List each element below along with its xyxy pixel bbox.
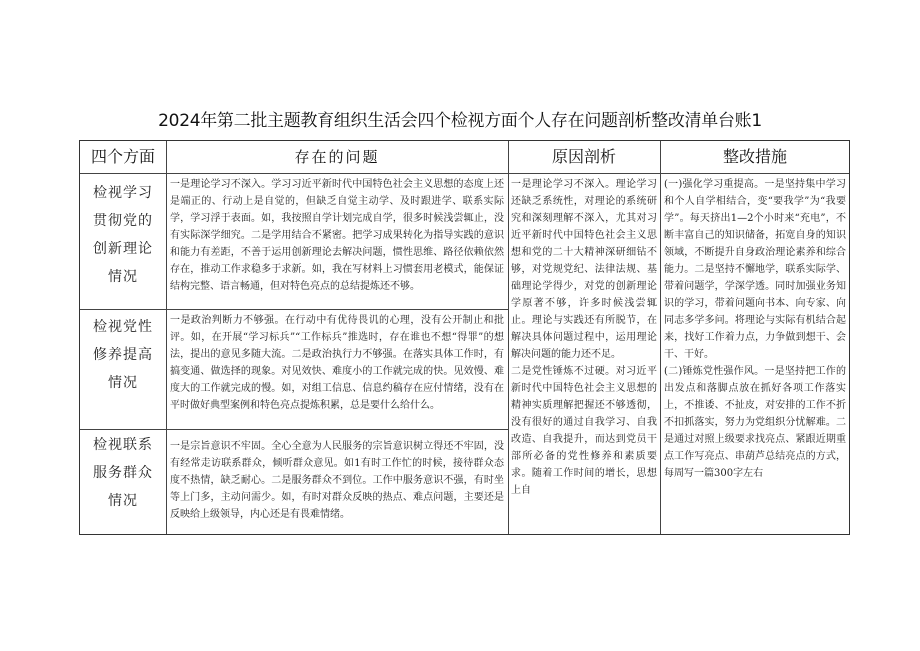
rectification-table — [79, 140, 850, 535]
problems-theory: 一是理论学习不深入。学习习近平新时代中国特色社会主义思想的态度上还是端正的、行动上是自觉的，但缺乏自觉主动学、及时跟进学、联系实际学，学习浮于表面。如，我按照自学计划完成自学，很多时候浅尝辄止，没有实际深学细究。二是学用结合不紧密。把学习成果转化为指导实践的意识和能力有差距，不善于运用创新理论去解决问题，惯性思维、路径依赖依然存在，推动工作求稳多于求新。如，我在写材料上习惯套用老模式，能保证结构完整、语言畅通，但对特色亮点的总结提炼还不够。 — [170, 179, 504, 292]
rectification-measures: (一)强化学习重提高。一是坚持集中学习和个人自学相结合，变“要我学”为“我要学”。每天挤出1—2个小时来“充电”，不断丰富自己的知识储备，拓宽自身的知识领域，不断提升自身政治理论素养和综合能力。二是坚持不懈地学，联系实际学、带着问题学，学深学透。同时加强业务知识的学习，带着问题向书本、向专家、向同志多学多问。将理论与实际有机结合起来，找好工作着力点，力争做到想干、会干、干好。 (二)锤炼党性强作风。一是坚持把工作的出发点和落脚点放在抓好各项工作落实上，不推诿、不扯皮，对安排的工作不折不扣抓落实，努力为党组织分忧解难。二是通过对照上级要求找亮点、紧跟近期重点工作写亮点、串葫芦总结亮点的方式，每周写一篇300字左右 — [664, 179, 846, 479]
problems-party-spirit: 一是政治判断力不够强。在行动中有优待畏讥的心理，没有公开制止和批评。如，在开展“学习标兵”“工作标兵”推选时，存在谁也不想“得罪”的想法，提出的意见多随大流。二是政治执行力不够强。在落实具体工作时，有搞变通、做选择的现象。对见效快、难度小的工作就完成的快。见效慢、难度大的工作就完成的慢。如，对组工信息、信息约稿存在应付情绪，没有在平时做好典型案例和特色亮点提炼积累，总是要什么给什么。 — [170, 315, 504, 411]
row-divider — [80, 309, 508, 310]
aspect-party-spirit: 检视党性修养提高情况 — [93, 319, 153, 391]
column-divider — [660, 141, 661, 534]
header-causes: 原因剖析 — [551, 147, 616, 166]
problems-serve-masses: 一是宗旨意识不牢固。全心全意为人民服务的宗旨意识树立得还不牢固，没有经常走访联系群众，倾听群众意见。如1有时工作忙的时候，接待群众态度不热情，缺乏耐心。二是服务群众不到位。工作中服务意识不强，有时坐等上门多，主动问需少。如，有时对群众反映的热点、难点问题，主要还是反映给上级领导，内心还是有畏难情绪。 — [170, 441, 504, 520]
column-divider — [508, 141, 509, 534]
row-divider — [80, 429, 508, 430]
column-divider — [166, 141, 167, 534]
header-problems: 存在的问题 — [294, 148, 380, 166]
aspect-serve-masses: 检视联系服务群众情况 — [93, 437, 153, 509]
page-title: 2024年第二批主题教育组织生活会四个检视方面个人存在问题剖析整改清单台账1 — [158, 111, 762, 131]
header-divider — [80, 173, 849, 174]
header-aspect: 四个方面 — [90, 147, 155, 166]
causes-analysis: 一是理论学习不深入。理论学习还缺乏系统性，对理论的系统研究和深刻理解不深入，尤其对习近平新时代中国特色社会主义思想和党的二十大精神深研细钻不够，对党规党纪、法律法规、基础理论学得少，对党的创新理论学原著不够，许多时候浅尝辄止。理论与实践还有所脱节，在解决具体问题过程中，运用理论解决问题的能力还不足。 二是党性锤炼不过硬。对习近平新时代中国特色社会主义思想的精神实质理解把握还不够透彻，没有很好的通过自我学习、自我改造、自我提升，而达到党员干部所必备的党性修养和素质要求。随着工作时间的增长，思想上自 — [511, 179, 657, 496]
header-measures: 整改措施 — [722, 147, 787, 166]
aspect-theory: 检视学习贯彻党的创新理论情况 — [93, 185, 153, 285]
